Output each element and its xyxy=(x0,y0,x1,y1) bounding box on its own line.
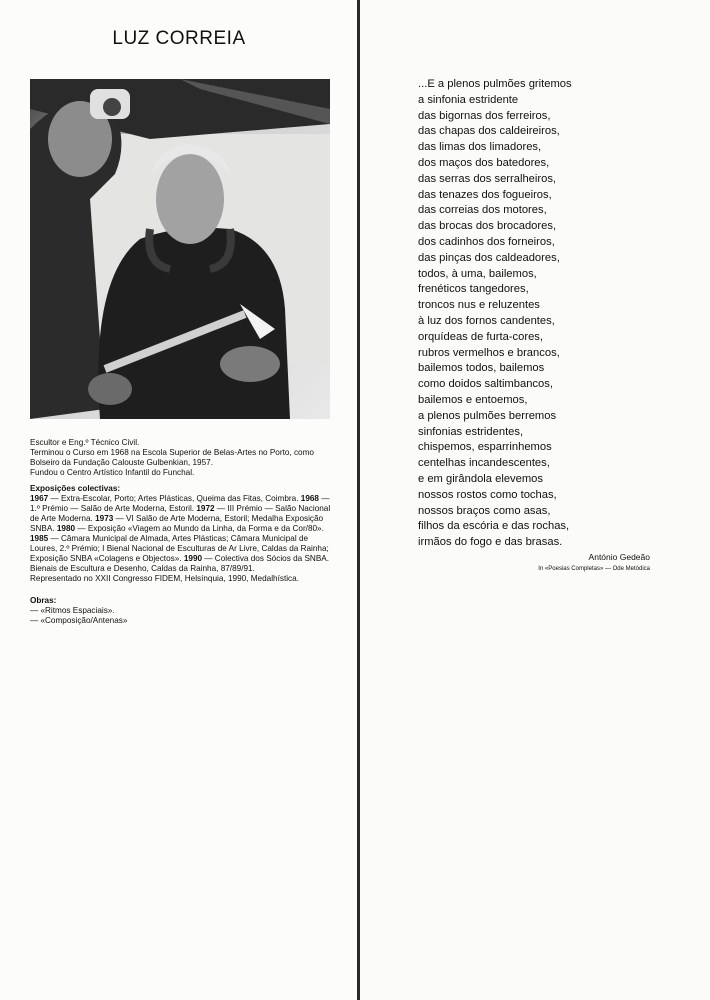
bio-line: Terminou o Curso em 1968 na Escola Superior de Belas-Artes no Porto, como Bolseiro da Fundação Calouste Gulbenkian, 1957. xyxy=(30,448,314,467)
poem-line: nossos braços como asas, xyxy=(418,504,551,517)
poem-line: dos maços dos batedores, xyxy=(418,156,550,169)
exhibition-text: — Exposição «Viagem ao Mundo da Linha, da Forma e da Cor/80». xyxy=(75,524,324,533)
poem-line: filhos da escória e das rochas, xyxy=(418,520,570,533)
work-item: — «Ritmos Espaciais». xyxy=(30,606,115,615)
poem-line: centelhas incandescentes, xyxy=(418,457,550,470)
poem-line: irmãos do fogo e das brasas. xyxy=(418,536,563,549)
poem-line: frenéticos tangedores, xyxy=(418,283,529,296)
exhibition-year: 1967 xyxy=(30,494,49,503)
exhibition-text: — VI Salão de Arte Moderna, Estoril; Medalha Exposição SNBA. xyxy=(30,514,324,533)
work-item: — «Composição/Antenas» xyxy=(30,616,128,625)
exhibition-year: 1968 xyxy=(300,494,319,503)
poem-line: ...E a plenos pulmões gritemos xyxy=(418,78,572,90)
poem-line: bailemos e entoemos, xyxy=(418,393,528,406)
poem-line: das bigornas dos ferreiros, xyxy=(418,109,551,122)
page-fold xyxy=(357,0,360,1000)
exhibition-text: — III Prémio — Salão Nacional de Arte Moderna. xyxy=(30,504,331,523)
poem-line: bailemos todos, bailemos xyxy=(418,362,545,375)
exhibitions-heading: Exposições colectivas: xyxy=(30,484,121,493)
poem-line: chispemos, esparrinhemos xyxy=(418,441,552,454)
exhibitions-list xyxy=(30,494,335,564)
poem-line: das serras dos serralheiros, xyxy=(418,172,557,185)
works-heading: Obras: xyxy=(30,596,57,605)
bio-line: Bienais de Escultura e Desenho, Caldas da Rainha, 87/89/91. xyxy=(30,564,255,573)
poem-source: In «Poesias Completas» — Ode Metódica xyxy=(538,566,650,572)
artist-name-title: LUZ CORREIA xyxy=(112,28,246,49)
artist-photo xyxy=(30,79,330,419)
bio-line: Representado no XXII Congresso FIDEM, Helsínquia, 1990, Medalhística. xyxy=(30,574,299,583)
poem-line: à luz dos fornos candentes, xyxy=(418,314,555,327)
poem-line: orquídeas de furta-cores, xyxy=(418,330,543,343)
poem-line: das tenazes dos fogueiros, xyxy=(418,188,552,201)
photo-illustration xyxy=(30,79,330,419)
poem-line: como doidos saltimbancos, xyxy=(418,378,553,391)
poem-line: das brocas dos brocadores, xyxy=(418,220,557,233)
exhibition-text: — Colectiva dos Sócios da SNBA. xyxy=(202,554,330,563)
exhibition-year: 1990 xyxy=(183,554,203,563)
poem-line: troncos nus e reluzentes xyxy=(418,299,540,312)
exhibition-year: 1980 xyxy=(56,524,76,533)
poem-line: das chapas dos caldeireiros, xyxy=(418,125,560,138)
exhibition-year: 1972 xyxy=(196,504,215,513)
poem-line: todos, à uma, bailemos, xyxy=(418,267,537,280)
poem-line: a sinfonia estridente xyxy=(418,93,519,106)
exhibition-year: 1985 xyxy=(30,534,49,543)
exhibition-text: — Extra-Escolar, Porto; Artes Plásticas, Queima das Fitas, Coimbra. xyxy=(48,494,299,503)
poem-line: e em girândola elevemos xyxy=(418,472,543,485)
biography xyxy=(30,438,335,626)
poem-line: das pinças dos caldeadores, xyxy=(418,251,560,264)
poem-line: das correias dos motores, xyxy=(418,204,547,217)
exhibition-text: — Câmara Municipal de Almada, Artes Plásticas; Câmara Municipal de Loures, 2.º Prémio; I Bienal Nacional de Esculturas de Ar Livre, Caldas da Rainha; Exposição SNBA «Colagens e Objectos». xyxy=(30,534,329,563)
poem-line: das limas dos limadores, xyxy=(418,141,542,154)
poem-line: nossos rostos como tochas, xyxy=(418,488,557,501)
poem-line: rubros vermelhos e brancos, xyxy=(418,346,560,359)
poem-line: sinfonias estridentes, xyxy=(418,425,524,438)
exhibition-text: — 1.º Prémio — Salão de Arte Moderna, Estoril. xyxy=(30,494,330,513)
bio-line: Fundou o Centro Artístico Infantil do Funchal. xyxy=(30,468,195,477)
poem xyxy=(418,77,678,551)
poem-line: a plenos pulmões berremos xyxy=(418,409,557,422)
poem-line: dos cadinhos dos forneiros, xyxy=(418,235,555,248)
exhibition-year: 1973 xyxy=(95,514,114,523)
poem-author: António Gedeão xyxy=(588,552,650,562)
bio-line: Escultor e Eng.º Técnico Civil. xyxy=(30,438,140,447)
